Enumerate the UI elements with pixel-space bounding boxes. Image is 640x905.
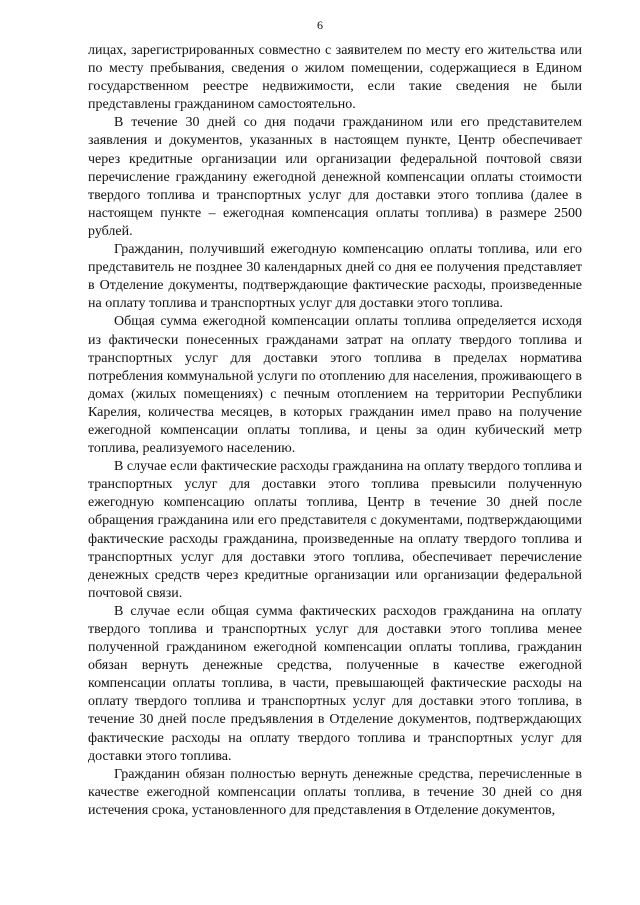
paragraph-documents-submission: Гражданин, получивший ежегодную компенсацию оплаты топлива, или его представитель не позднее 30 календарных дней со дня ее получения представляет в Отделение документы, подтверждающие фактические расходы, произведенные на оплату топлива и транспортных услуг для доставки этого топлива. [88,242,582,312]
paragraph-compensation-amount: Общая сумма ежегодной компенсации оплаты топлива определяется исходя из фактически понесенных гражданами затрат на оплату твердого топлива и транспортных услуг для доставки этого топлива в пределах норматива потребления коммунальной услуги по отоплению для населения, проживающего в домах (жилых помещениях) с печным отоплением на территории Республики Карелия, количества месяцев, в которых гражданин имел право на получение ежегодной компенсации оплаты топлива, и цены за один кубический метр топлива, реализуемого населению. [88,314,582,457]
paragraph-excess-expenses: В случае если фактические расходы гражданина на оплату твердого топлива и транспортных услуг для доставки этого топлива превысили полученную ежегодную компенсацию оплаты топлива, Центр в течение 30 дней после обращения гражданина или его представителя с документами, подтверждающими фактические расходы гражданина, произведенные на оплату твердого топлива и транспортных услуг для доставки этого топлива, обеспечивает перечисление денежных средств через кредитные организации или организации федеральной почтовой связи. [88,459,582,601]
page-number: 6 [317,18,323,32]
document-body [88,42,582,820]
paragraph-continuation: лицах, зарегистрированных совместно с заявителем по месту его жительства или по месту пребывания, сведения о жилом помещении, содержащиеся в Едином государственном реестре недвижимости, если такие сведения не были представлены гражданином самостоятельно. [88,43,582,113]
paragraph-payment-term: В течение 30 дней со дня подачи гражданином или его представителем заявления и документов, указанных в настоящем пункте, Центр обеспечивает через кредитные организации или организации федеральной почтовой связи перечисление гражданину ежегодной денежной компенсации оплаты стоимости твердого топлива и транспортных услуг для доставки этого топлива (далее в настоящем пункте – ежегодная компенсация оплаты топлива) в размере 2500 рублей. [88,115,582,239]
paragraph-full-refund: Гражданин обязан полностью вернуть денежные средства, перечисленные в качестве ежегодной компенсации оплаты топлива, в течение 30 дней со дня истечения срока, установленного для представления в Отделение документов, [88,766,582,818]
paragraph-refund-difference: В случае если общая сумма фактических расходов гражданина на оплату твердого топлива и транспортных услуг для доставки этого топлива менее полученной гражданином ежегодной компенсации оплаты топлива, гражданин обязан вернуть денежные средства, полученные в качестве ежегодной компенсации оплаты топлива, в части, превышающей фактические расходы на оплату твердого топлива и транспортных услуг для доставки этого топлива, в течение 30 дней после предъявления в Отделение документов, подтверждающих фактические расходы на оплату твердого топлива и транспортных услуг для доставки этого топлива. [88,603,582,764]
